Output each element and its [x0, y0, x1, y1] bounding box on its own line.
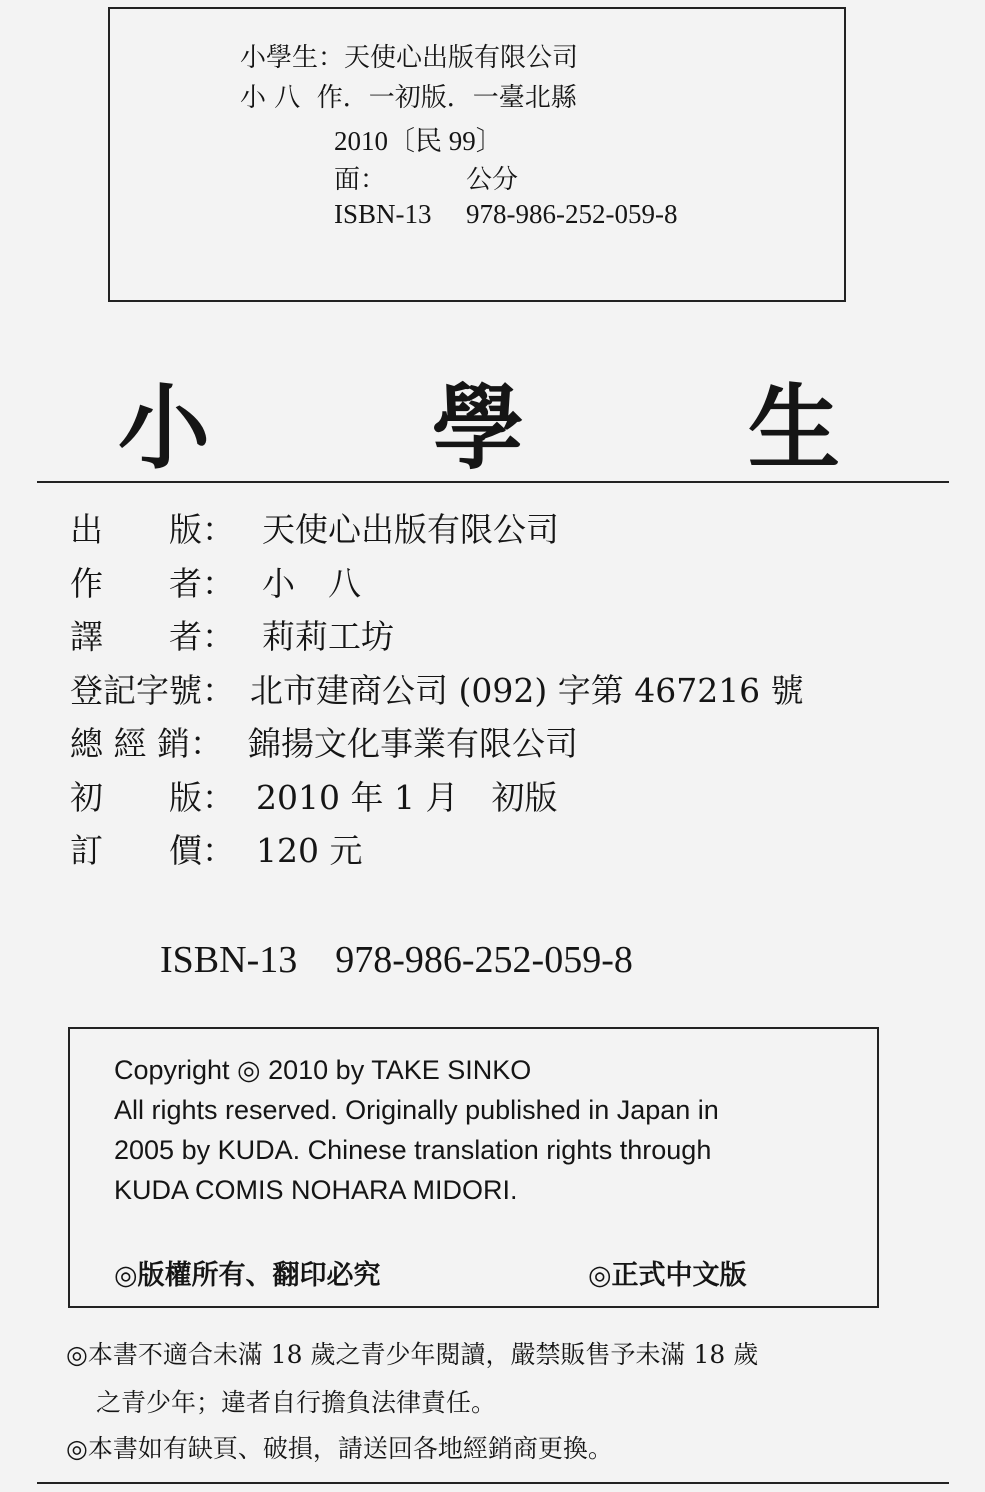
defect-return-notice: ◎本書如有缺頁、破損，請送回各地經銷商更換。 — [66, 1434, 613, 1463]
age-restriction-notice-cont: 之青少年；違者自行擔負法律責任。 — [96, 1388, 497, 1417]
copyright-box — [68, 1027, 879, 1308]
price-label: 訂 價： — [70, 831, 235, 870]
copyright-line-3: 2005 by KUDA. Chinese translation rights through — [114, 1135, 712, 1165]
title-char-1: 小 — [118, 374, 211, 482]
isbn-value: 978-986-252-059-8 — [335, 939, 633, 981]
publisher-label: 出 版： — [70, 510, 235, 549]
edition-label: 初 版： — [70, 778, 235, 817]
distributor-label: 總 經 銷： — [70, 724, 223, 763]
registration-value: 北市建商公司 (092) 字第 467216 號 — [250, 671, 804, 710]
price-value: 120 元 — [256, 831, 363, 870]
official-chinese-edition-badge: ◎正式中文版 — [588, 1260, 747, 1291]
copyright-line-2: All rights reserved. Originally published in Japan in — [114, 1095, 719, 1125]
cip-author-line: 小 八 作．一初版．一臺北縣 — [240, 83, 577, 113]
price-row — [70, 829, 363, 873]
cip-box — [108, 7, 846, 302]
registration-row — [70, 669, 804, 713]
age-restriction-notice: ◎本書不適合未滿 18 歲之青少年閱讀，嚴禁販售予未滿 18 歲 — [66, 1340, 759, 1369]
author-row — [70, 562, 361, 606]
edition-value: 2010 年 1 月 初版 — [256, 778, 558, 817]
translator-value: 莉莉工坊 — [262, 617, 394, 656]
cip-year-line: 2010〔民 99〕 — [334, 126, 503, 156]
cip-isbn-label: ISBN-13 — [334, 199, 432, 229]
bottom-divider — [37, 1482, 949, 1484]
author-label: 作 者： — [70, 564, 235, 603]
title-char-3: 生 — [748, 374, 841, 482]
title-divider — [37, 481, 949, 483]
publisher-row — [70, 508, 559, 552]
edition-row — [70, 776, 558, 820]
cip-title-line: 小學生：天使心出版有限公司 — [240, 43, 579, 73]
all-rights-reserved-badge: ◎版權所有、翻印必究 — [114, 1260, 381, 1291]
author-value: 小 八 — [262, 564, 361, 603]
cip-isbn-value: 978-986-252-059-8 — [466, 199, 678, 229]
cip-pages-value: 公分 — [466, 165, 519, 195]
copyright-line-1: Copyright ◎ 2010 by TAKE SINKO — [114, 1055, 532, 1085]
distributor-row — [70, 722, 578, 766]
copyright-line-4: KUDA COMIS NOHARA MIDORI. — [114, 1175, 518, 1205]
isbn-label: ISBN-13 — [160, 939, 298, 981]
distributor-value: 錦揚文化事業有限公司 — [248, 724, 578, 763]
translator-row — [70, 615, 394, 659]
copyright-text — [114, 1050, 834, 1210]
isbn-line — [160, 937, 633, 983]
translator-label: 譯 者： — [70, 617, 235, 656]
title-char-2: 學 — [432, 374, 525, 482]
cip-pages-label: 面： — [334, 165, 387, 195]
publisher-value: 天使心出版有限公司 — [262, 510, 559, 549]
registration-label: 登記字號： — [70, 671, 235, 710]
